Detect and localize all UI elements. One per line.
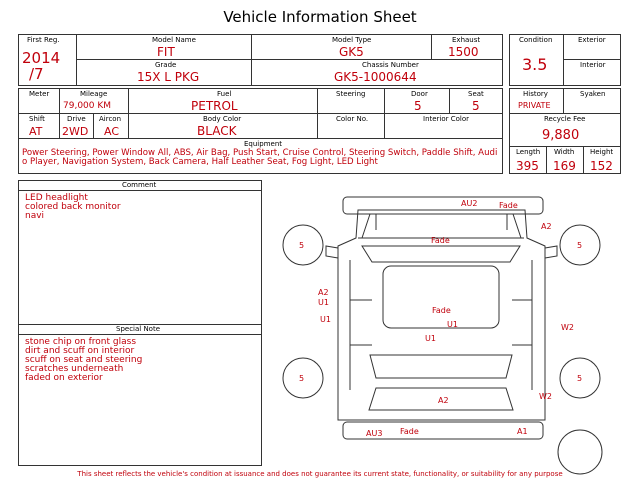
damage-mark: AU2	[461, 199, 478, 208]
condition-value: 3.5	[522, 55, 548, 74]
note-line: dirt and scuff on interior	[25, 346, 135, 356]
first-reg-month: /7	[29, 65, 44, 83]
mileage-value: 79,000 KM	[63, 101, 112, 111]
body-color-value: BLACK	[197, 124, 237, 138]
equipment-label: Equipment	[244, 140, 282, 148]
first-reg-year: 2014	[22, 49, 61, 67]
color-no-label: Color No.	[336, 115, 369, 123]
damage-mark: 5	[299, 374, 305, 383]
steering-label: Steering	[336, 90, 366, 98]
syaken-label: Syaken	[580, 90, 606, 98]
exhaust-label: Exhaust	[452, 36, 481, 44]
equipment-value: Power Steering, Power Window All, ABS, Air Bag, Push Start, Cruise Control, Steering Switch, Paddle Shift, Audio Player, Navigation System, Back Camera, Half Leather Seat, Fog Light, LED Light	[22, 148, 498, 167]
meter-label: Meter	[29, 90, 50, 98]
aircon-label: Aircon	[99, 115, 122, 123]
model-name-value: FIT	[157, 45, 175, 59]
width-value: 169	[553, 159, 576, 173]
seat-label: Seat	[468, 90, 484, 98]
interior-label: Interior	[580, 61, 606, 69]
note-line: faded on exterior	[25, 373, 103, 383]
seat-value: 5	[472, 99, 480, 113]
body-color-label: Body Color	[203, 115, 242, 123]
first-reg-label: First Reg.	[27, 36, 60, 44]
height-value: 152	[590, 159, 613, 173]
chassis-label: Chassis Number	[362, 61, 419, 69]
aircon-value: AC	[104, 125, 120, 138]
shift-label: Shift	[29, 115, 45, 123]
model-type-label: Model Type	[332, 36, 372, 44]
damage-mark: A2	[438, 396, 449, 405]
recycle-fee-label: Recycle Fee	[544, 115, 586, 123]
exterior-label: Exterior	[578, 36, 606, 44]
damage-mark: Fade	[499, 201, 518, 210]
grade-label: Grade	[155, 61, 177, 69]
damage-mark: U1	[320, 315, 331, 324]
damage-mark: W2	[561, 323, 574, 332]
damage-mark: A2	[541, 222, 552, 231]
disclaimer-footer: This sheet reflects the vehicle's condition at issuance and does not guarantee its current state, functionality, or suitability for any purpose	[77, 470, 563, 478]
mileage-label: Mileage	[80, 90, 108, 98]
height-label: Height	[590, 148, 614, 156]
comment-line: LED headlight	[25, 193, 88, 203]
drive-label: Drive	[67, 115, 86, 123]
fuel-label: Fuel	[217, 90, 232, 98]
door-value: 5	[414, 99, 422, 113]
damage-mark: A1	[517, 427, 528, 436]
exhaust-value: 1500	[448, 45, 479, 59]
condition-label: Condition	[519, 36, 553, 44]
sheet-title: Vehicle Information Sheet	[223, 8, 417, 26]
chassis-value: GK5-1000644	[334, 70, 417, 84]
damage-mark: U1	[425, 334, 436, 343]
shift-value: AT	[29, 125, 43, 138]
comment-label: Comment	[122, 181, 157, 189]
door-label: Door	[411, 90, 428, 98]
history-value: PRIVATE	[518, 101, 551, 110]
damage-mark: 5	[299, 241, 305, 250]
length-label: Length	[516, 148, 541, 156]
grade-value: 15X L PKG	[137, 70, 200, 84]
damage-mark: Fade	[431, 236, 450, 245]
note-line: scuff on seat and steering	[25, 355, 143, 365]
fuel-value: PETROL	[191, 99, 238, 113]
history-label: History	[523, 90, 548, 98]
interior-color-label: Interior Color	[423, 115, 470, 123]
damage-mark: U1	[447, 320, 458, 329]
damage-mark: Fade	[400, 427, 419, 436]
damage-mark: AU3	[366, 429, 383, 438]
width-label: Width	[554, 148, 575, 156]
comment-line: colored back monitor	[25, 202, 121, 212]
damage-mark: 5	[577, 374, 583, 383]
damage-mark: Fade	[432, 306, 451, 315]
model-name-label: Model Name	[152, 36, 196, 44]
damage-mark: A2	[318, 288, 329, 297]
drive-value: 2WD	[62, 125, 89, 138]
damage-mark: W2	[539, 392, 552, 401]
model-type-value: GK5	[339, 45, 364, 59]
note-line: stone chip on front glass	[25, 337, 137, 347]
damage-mark: 5	[577, 241, 583, 250]
length-value: 395	[516, 159, 539, 173]
note-line: scratches underneath	[25, 364, 124, 374]
recycle-fee-value: 9,880	[542, 128, 580, 143]
comment-line: navi	[25, 211, 45, 221]
damage-mark: U1	[318, 298, 329, 307]
special-note-label: Special Note	[116, 325, 161, 333]
